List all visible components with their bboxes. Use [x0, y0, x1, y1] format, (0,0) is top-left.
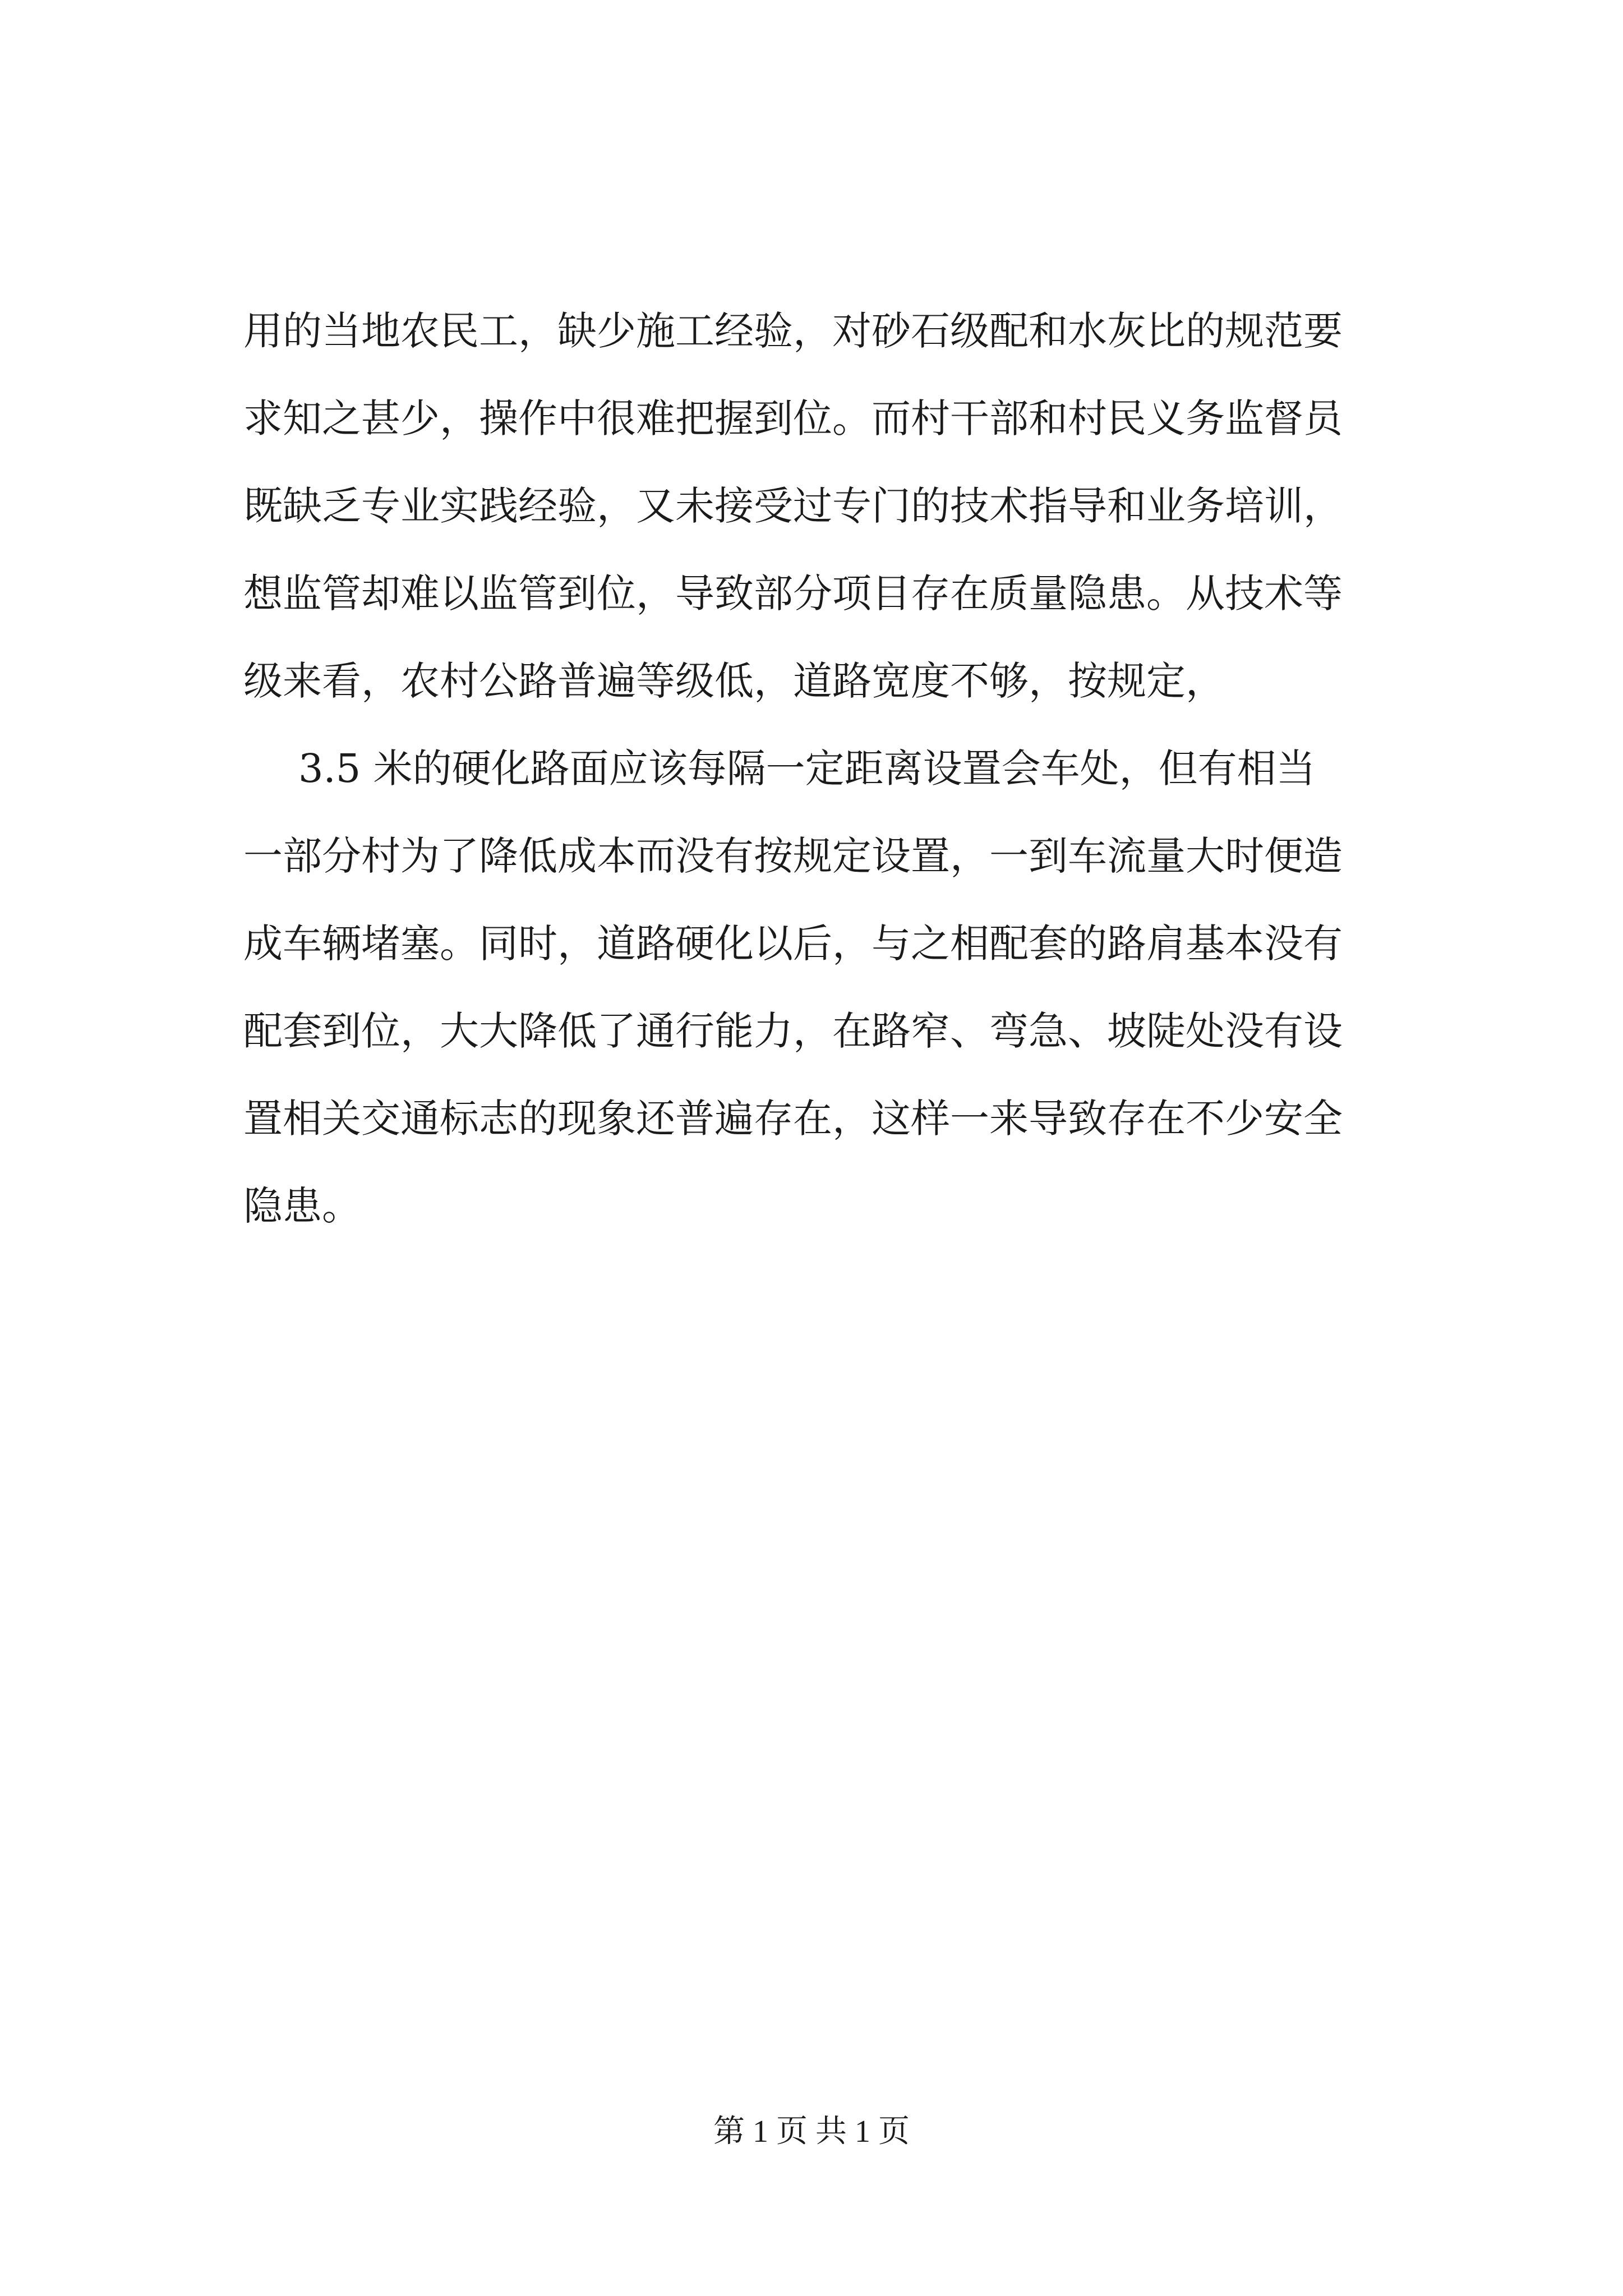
body-text-line: 既缺乏专业实践经验，又未接受过专门的技术指导和业务培训，: [243, 483, 1343, 529]
body-text-line: 级来看，农村公路普遍等级低，道路宽度不够，按规定，: [243, 658, 1225, 704]
body-text-line: 求知之甚少，操作中很难把握到位。而村干部和村民义务监督员: [243, 395, 1343, 441]
body-text-line: 用的当地农民工，缺少施工经验，对砂石级配和水灰比的规范要: [243, 308, 1343, 354]
body-text-line: 配套到位，大大降低了通行能力，在路窄、弯急、坡陡处没有设: [243, 1008, 1343, 1054]
body-text-line: 成车辆堵塞。同时，道路硬化以后，与之相配套的路肩基本没有: [243, 921, 1343, 967]
body-text-line: 3.5 米的硬化路面应该每隔一定距离设置会车处，但有相当: [298, 746, 1316, 792]
body-text-line: 隐患。: [243, 1183, 361, 1229]
body-text-line: 想监管却难以监管到位，导致部分项目存在质量隐患。从技术等: [243, 570, 1343, 616]
body-text-line: 一部分村为了降低成本而没有按规定设置，一到车流量大时便造: [243, 833, 1343, 879]
page-number-footer: 第 1 页 共 1 页: [713, 2114, 910, 2149]
body-text-line: 置相关交通标志的现象还普遍存在，这样一来导致存在不少安全: [243, 1096, 1343, 1142]
